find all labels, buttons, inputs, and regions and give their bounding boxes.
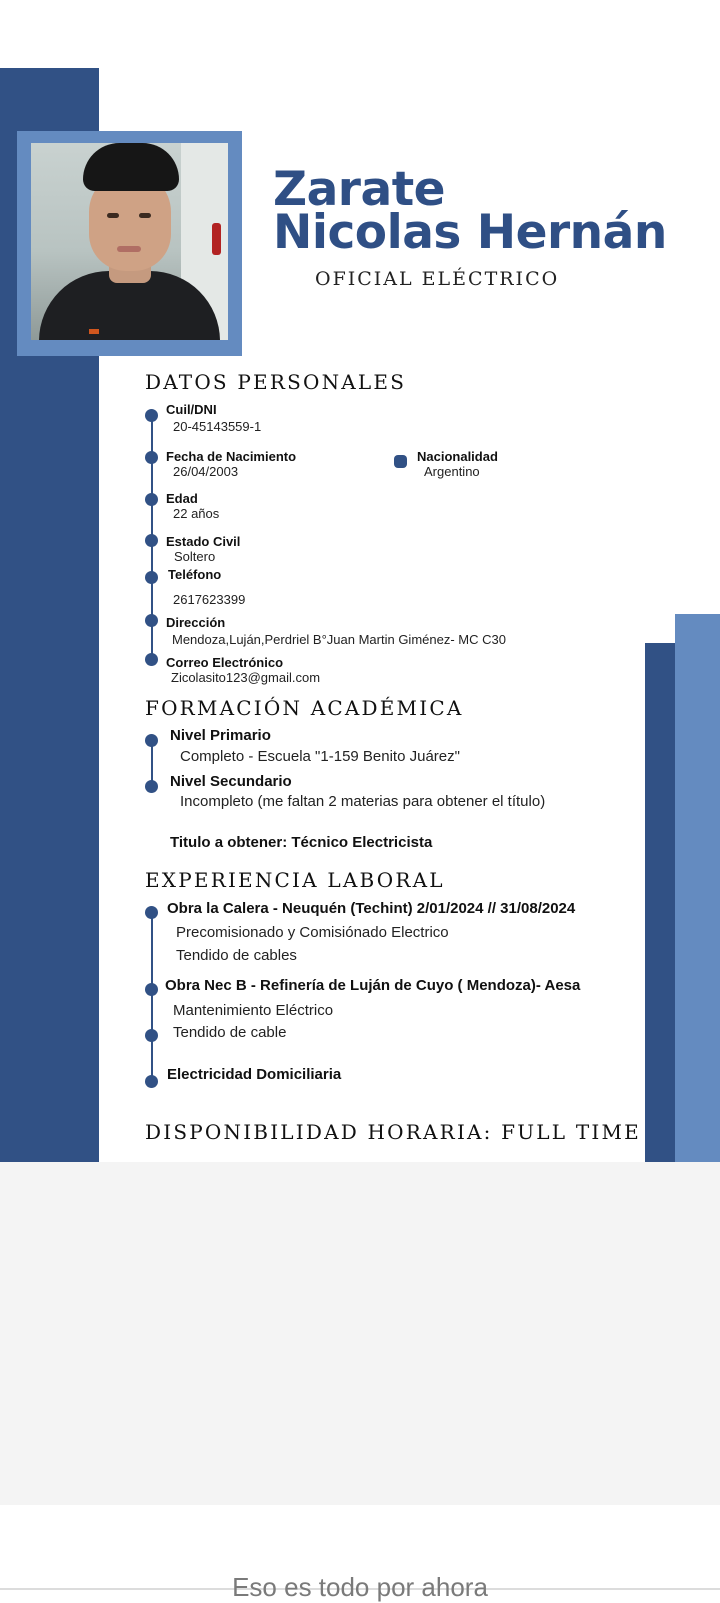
address-label: Dirección [166, 615, 226, 630]
phone-value: 2617623399 [173, 592, 246, 607]
secondary-level-value: Incompleto (me faltan 2 materias para obtener el título) [180, 793, 546, 810]
timeline-dot [145, 614, 158, 627]
job-3-title: Electricidad Domiciliaria [167, 1066, 342, 1083]
timeline-dot [145, 493, 158, 506]
nationality-value: Argentino [424, 464, 480, 479]
right-accent-bar-dark [645, 643, 675, 1162]
birth-date-value: 26/04/2003 [173, 464, 239, 479]
civil-status-label: Estado Civil [166, 534, 241, 549]
civil-status-value: Soltero [174, 549, 216, 564]
cuil-value: 20-45143559-1 [173, 419, 262, 434]
email-label: Correo Electrónico [166, 655, 284, 670]
experience-timeline [151, 914, 153, 1078]
age-label: Edad [166, 491, 198, 506]
timeline-dot [145, 653, 158, 666]
email-value: Zicolasito123@gmail.com [171, 670, 321, 685]
right-accent-bar-light [675, 614, 720, 1162]
timeline-dot [145, 409, 158, 422]
birth-date-label: Fecha de Nacimiento [166, 449, 297, 464]
personal-data-heading: DATOS PERSONALES [145, 370, 407, 394]
degree-text: Titulo a obtener: Técnico Electricista [170, 834, 433, 851]
nationality-label: Nacionalidad [417, 449, 498, 464]
address-value: Mendoza,Luján,Perdriel B°Juan Martin Giménez- MC C30 [172, 632, 506, 647]
job-1-title: Obra la Calera - Neuquén (Techint) 2/01/2024 // 31/08/2024 [167, 900, 576, 917]
timeline-dot [145, 534, 158, 547]
timeline-dot [145, 451, 158, 464]
given-names-title: Nicolas Hernán [273, 205, 667, 260]
availability-heading: DISPONIBILIDAD HORARIA: FULL TIME [145, 1120, 641, 1144]
education-heading: FORMACIÓN ACADÉMICA [145, 696, 464, 720]
job-2-task-2: Tendido de cable [173, 1024, 287, 1041]
age-value: 22 años [173, 506, 220, 521]
job-2-title: Obra Nec B - Refinería de Luján de Cuyo ( Mendoza)- Aesa [165, 977, 581, 994]
job-1-task-1: Precomisionado y Comisiónado Electrico [176, 924, 449, 941]
footer-message: Eso es todo por ahora [232, 1572, 488, 1602]
secondary-level-label: Nivel Secundario [170, 773, 292, 790]
job-2-task-1: Mantenimiento Eléctrico [173, 1002, 334, 1019]
nationality-dot [394, 455, 407, 468]
timeline-dot [145, 906, 158, 919]
primary-level-value: Completo - Escuela "1-159 Benito Juárez" [180, 748, 460, 765]
phone-label: Teléfono [168, 567, 222, 582]
job-role: OFICIAL ELÉCTRICO [315, 268, 560, 290]
timeline-dot [145, 983, 158, 996]
timeline-dot [145, 1075, 158, 1088]
primary-level-label: Nivel Primario [170, 727, 271, 744]
timeline-dot [145, 734, 158, 747]
timeline-dot [145, 1029, 158, 1042]
timeline-dot [145, 780, 158, 793]
surname-title: Zarate [273, 162, 446, 217]
experience-heading: EXPERIENCIA LABORAL [145, 868, 445, 892]
job-1-task-2: Tendido de cables [176, 947, 297, 964]
timeline-dot [145, 571, 158, 584]
profile-photo [31, 143, 228, 340]
cuil-label: Cuil/DNI [166, 402, 217, 417]
page-bottom-area [0, 1162, 720, 1505]
